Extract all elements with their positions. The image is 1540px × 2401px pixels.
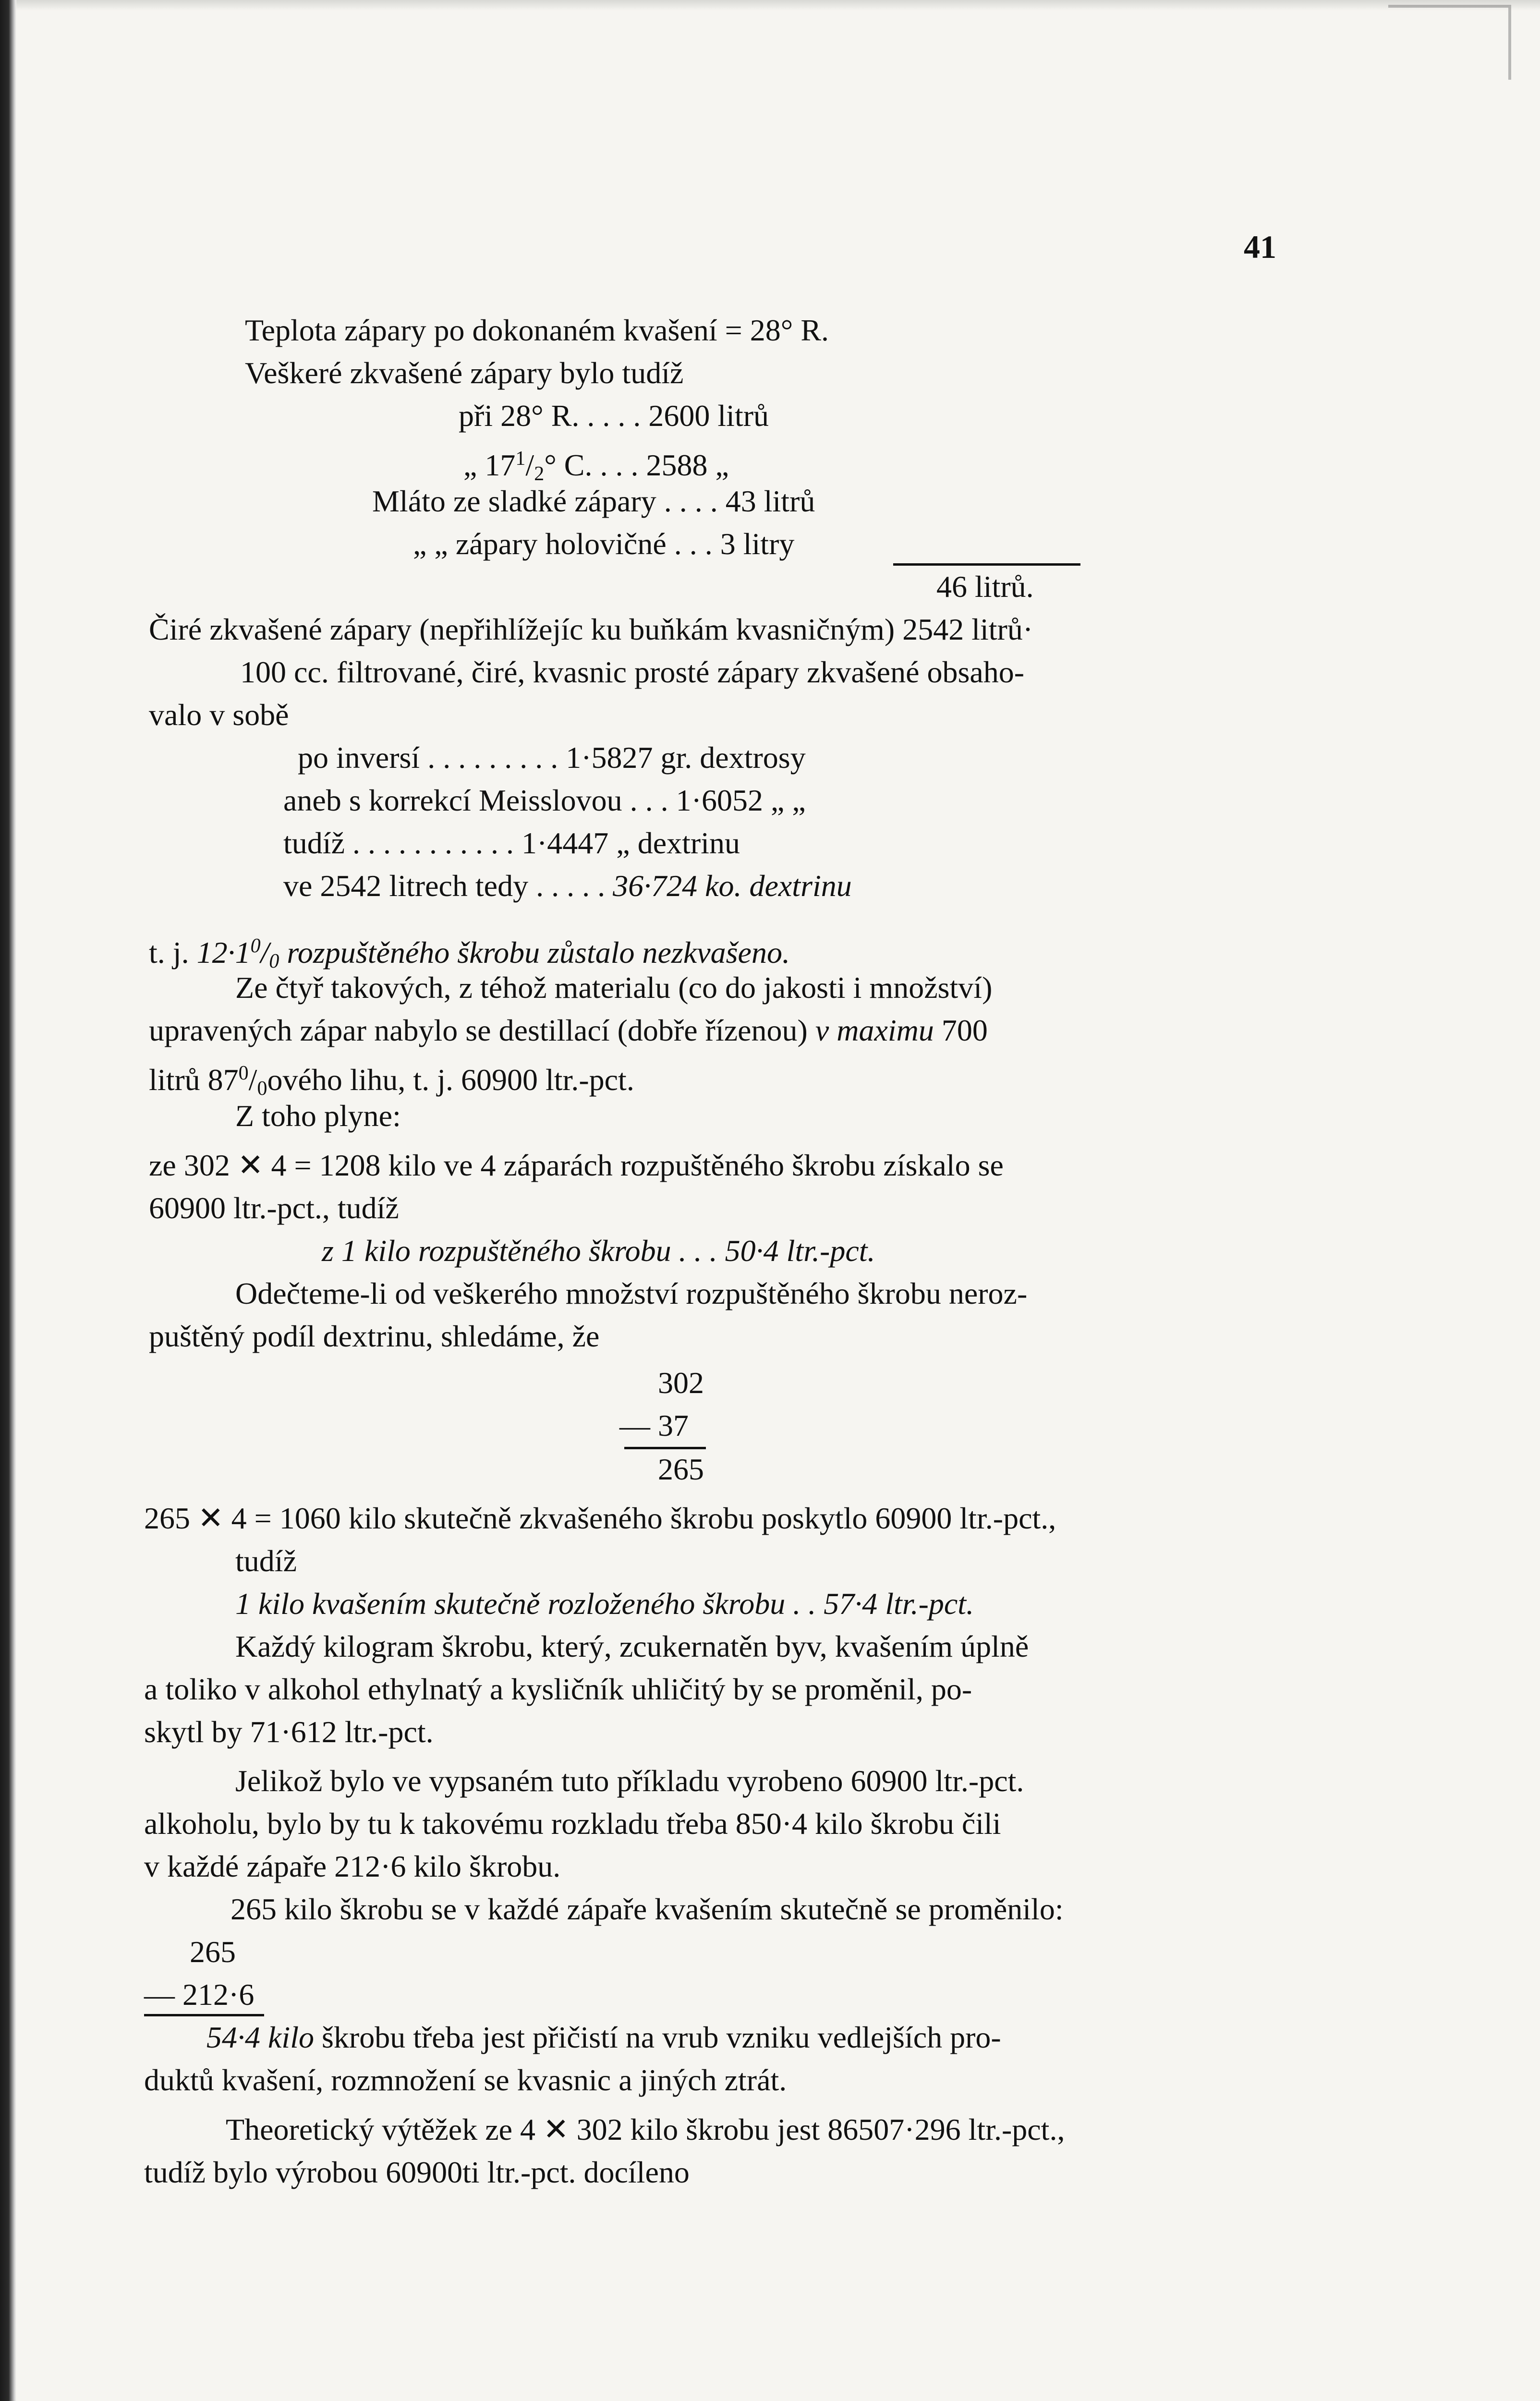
text-fragment: 1 (515, 448, 526, 470)
text-fragment: / (260, 935, 269, 970)
text-line: 1 kilo kvašením skutečně rozloženého škrobu . . 57·4 ltr.-pct. (235, 1587, 974, 1621)
text-line (149, 1011, 988, 1050)
text-line (206, 2018, 1001, 2057)
page-binding-edge (0, 0, 16, 2401)
text-line: Veškeré zkvašené zápary bylo tudíž (245, 356, 684, 390)
text-fragment: 54·4 kilo (206, 2020, 314, 2054)
text-line: „ „ zápary holovičné . . . 3 litry (413, 527, 795, 561)
text-line (283, 867, 852, 905)
text-line: Každý kilogram škrobu, který, zcukernatěn byv, kvašením úplně (235, 1629, 1029, 1663)
text-fragment: 12·1 (196, 935, 251, 970)
text-fragment: 0 (238, 1062, 249, 1084)
text-line: 302 (658, 1366, 704, 1400)
text-fragment: v maximu (815, 1013, 934, 1047)
text-fragment: litrů 87 (149, 1063, 239, 1097)
text-line: 265 (190, 1935, 236, 1969)
text-line: aneb s korrekcí Meisslovou . . . 1·6052 „ „ (283, 783, 806, 817)
text-line: 60900 ltr.-pct., tudíž (149, 1191, 399, 1225)
text-fragment: škrobu třeba jest přičistí na vrub vzniku vedlejších pro- (314, 2020, 1001, 2054)
text-line: Mláto ze sladké zápary . . . . 43 litrů (372, 484, 815, 518)
text-line: — 37 (619, 1408, 689, 1443)
text-fragment: t. j. (149, 935, 197, 970)
text-fragment: 0 (269, 950, 279, 972)
sum-rule (893, 563, 1080, 566)
text-line: Teplota zápary po dokonaném kvašení = 28° R. (245, 313, 829, 347)
text-line: skytl by 71·612 ltr.-pct. (144, 1715, 434, 1749)
text-line: valo v sobě (149, 698, 289, 732)
text-line: Jelikož bylo ve vypsaném tuto příkladu vyrobeno 60900 ltr.-pct. (235, 1764, 1024, 1798)
text-fragment: rozpuštěného škrobu zůstalo nezkvašeno. (279, 935, 790, 970)
text-fragment: 0 (257, 1078, 267, 1100)
text-line: 265 kilo škrobu se v každé zápaře kvašením skutečně se proměnilo: (230, 1892, 1064, 1926)
text-line: po inversí . . . . . . . . . 1·5827 gr. dextrosy (298, 740, 806, 775)
text-line: z 1 kilo rozpuštěného škrobu . . . 50·4 ltr.-pct. (322, 1234, 875, 1268)
text-fragment: ového lihu, t. j. 60900 ltr.-pct. (267, 1063, 634, 1097)
text-line: tudíž . . . . . . . . . . . 1·4447 „ dextrinu (283, 826, 740, 860)
subtraction-rule (624, 1447, 706, 1449)
text-line: 46 litrů. (936, 570, 1034, 604)
text-line: — 212·6 (144, 1977, 255, 2012)
text-line: při 28° R. . . . . 2600 litrů (459, 399, 769, 433)
text-line: alkoholu, bylo by tu k takovému rozkladu třeba 850·4 kilo škrobu čili (144, 1807, 1001, 1841)
text-line: a toliko v alkohol ethylnatý a kysličník uhličitý by se proměnil, po- (144, 1672, 972, 1706)
text-fragment: 700 (934, 1013, 988, 1047)
text-fragment: ° C. . . . 2588 „ (544, 448, 729, 482)
subtraction-rule (144, 2014, 264, 2016)
text-line: 265 ✕ 4 = 1060 kilo skutečně zkvašeného škrobu poskytlo 60900 ltr.-pct., (144, 1501, 1056, 1535)
text-fragment: ve 2542 litrech tedy . . . . . (283, 869, 613, 903)
text-fragment: upravených zápar nabylo se destillací (dobře řízenou) (149, 1013, 815, 1047)
text-line: duktů kvašení, rozmnožení se kvasnic a jiných ztrát. (144, 2063, 787, 2097)
text-line: 100 cc. filtrované, čiré, kvasnic prosté zápary zkvašené obsaho- (240, 655, 1025, 689)
text-line: puštěný podíl dextrinu, shledáme, že (149, 1319, 600, 1353)
text-fragment: 0 (250, 935, 261, 957)
text-line: Z toho plyne: (235, 1099, 401, 1133)
text-line: Odečteme-li od veškerého množství rozpuštěného škrobu neroz- (235, 1276, 1028, 1310)
text-fragment: 2 (534, 463, 545, 485)
page-top-edge (16, 0, 1540, 11)
corner-mark (1388, 5, 1511, 80)
text-fragment: / (248, 1063, 257, 1097)
text-line: Theoretický výtěžek ze 4 ✕ 302 kilo škrobu jest 86507·296 ltr.-pct., (226, 2112, 1065, 2146)
text-fragment: 36·724 ko. dextrinu (613, 869, 852, 903)
text-line: tudíž bylo výrobou 60900ti ltr.-pct. docíleno (144, 2155, 690, 2189)
text-line: tudíž (235, 1544, 297, 1578)
text-fragment: „ 17 (463, 448, 516, 482)
text-line: Čiré zkvašené zápary (nepřihlížejíc ku buňkám kvasničným) 2542 litrů· (149, 612, 1033, 646)
text-line: ze 302 ✕ 4 = 1208 kilo ve 4 záparách rozpuštěného škrobu získalo se (149, 1148, 1004, 1182)
text-line: 265 (658, 1452, 704, 1486)
text-line: v každé zápaře 212·6 kilo škrobu. (144, 1849, 561, 1883)
page-number: 41 (1244, 229, 1276, 265)
text-fragment: / (525, 448, 534, 482)
text-line: Ze čtyř takových, z téhož materialu (co do jakosti i množství) (235, 970, 993, 1005)
